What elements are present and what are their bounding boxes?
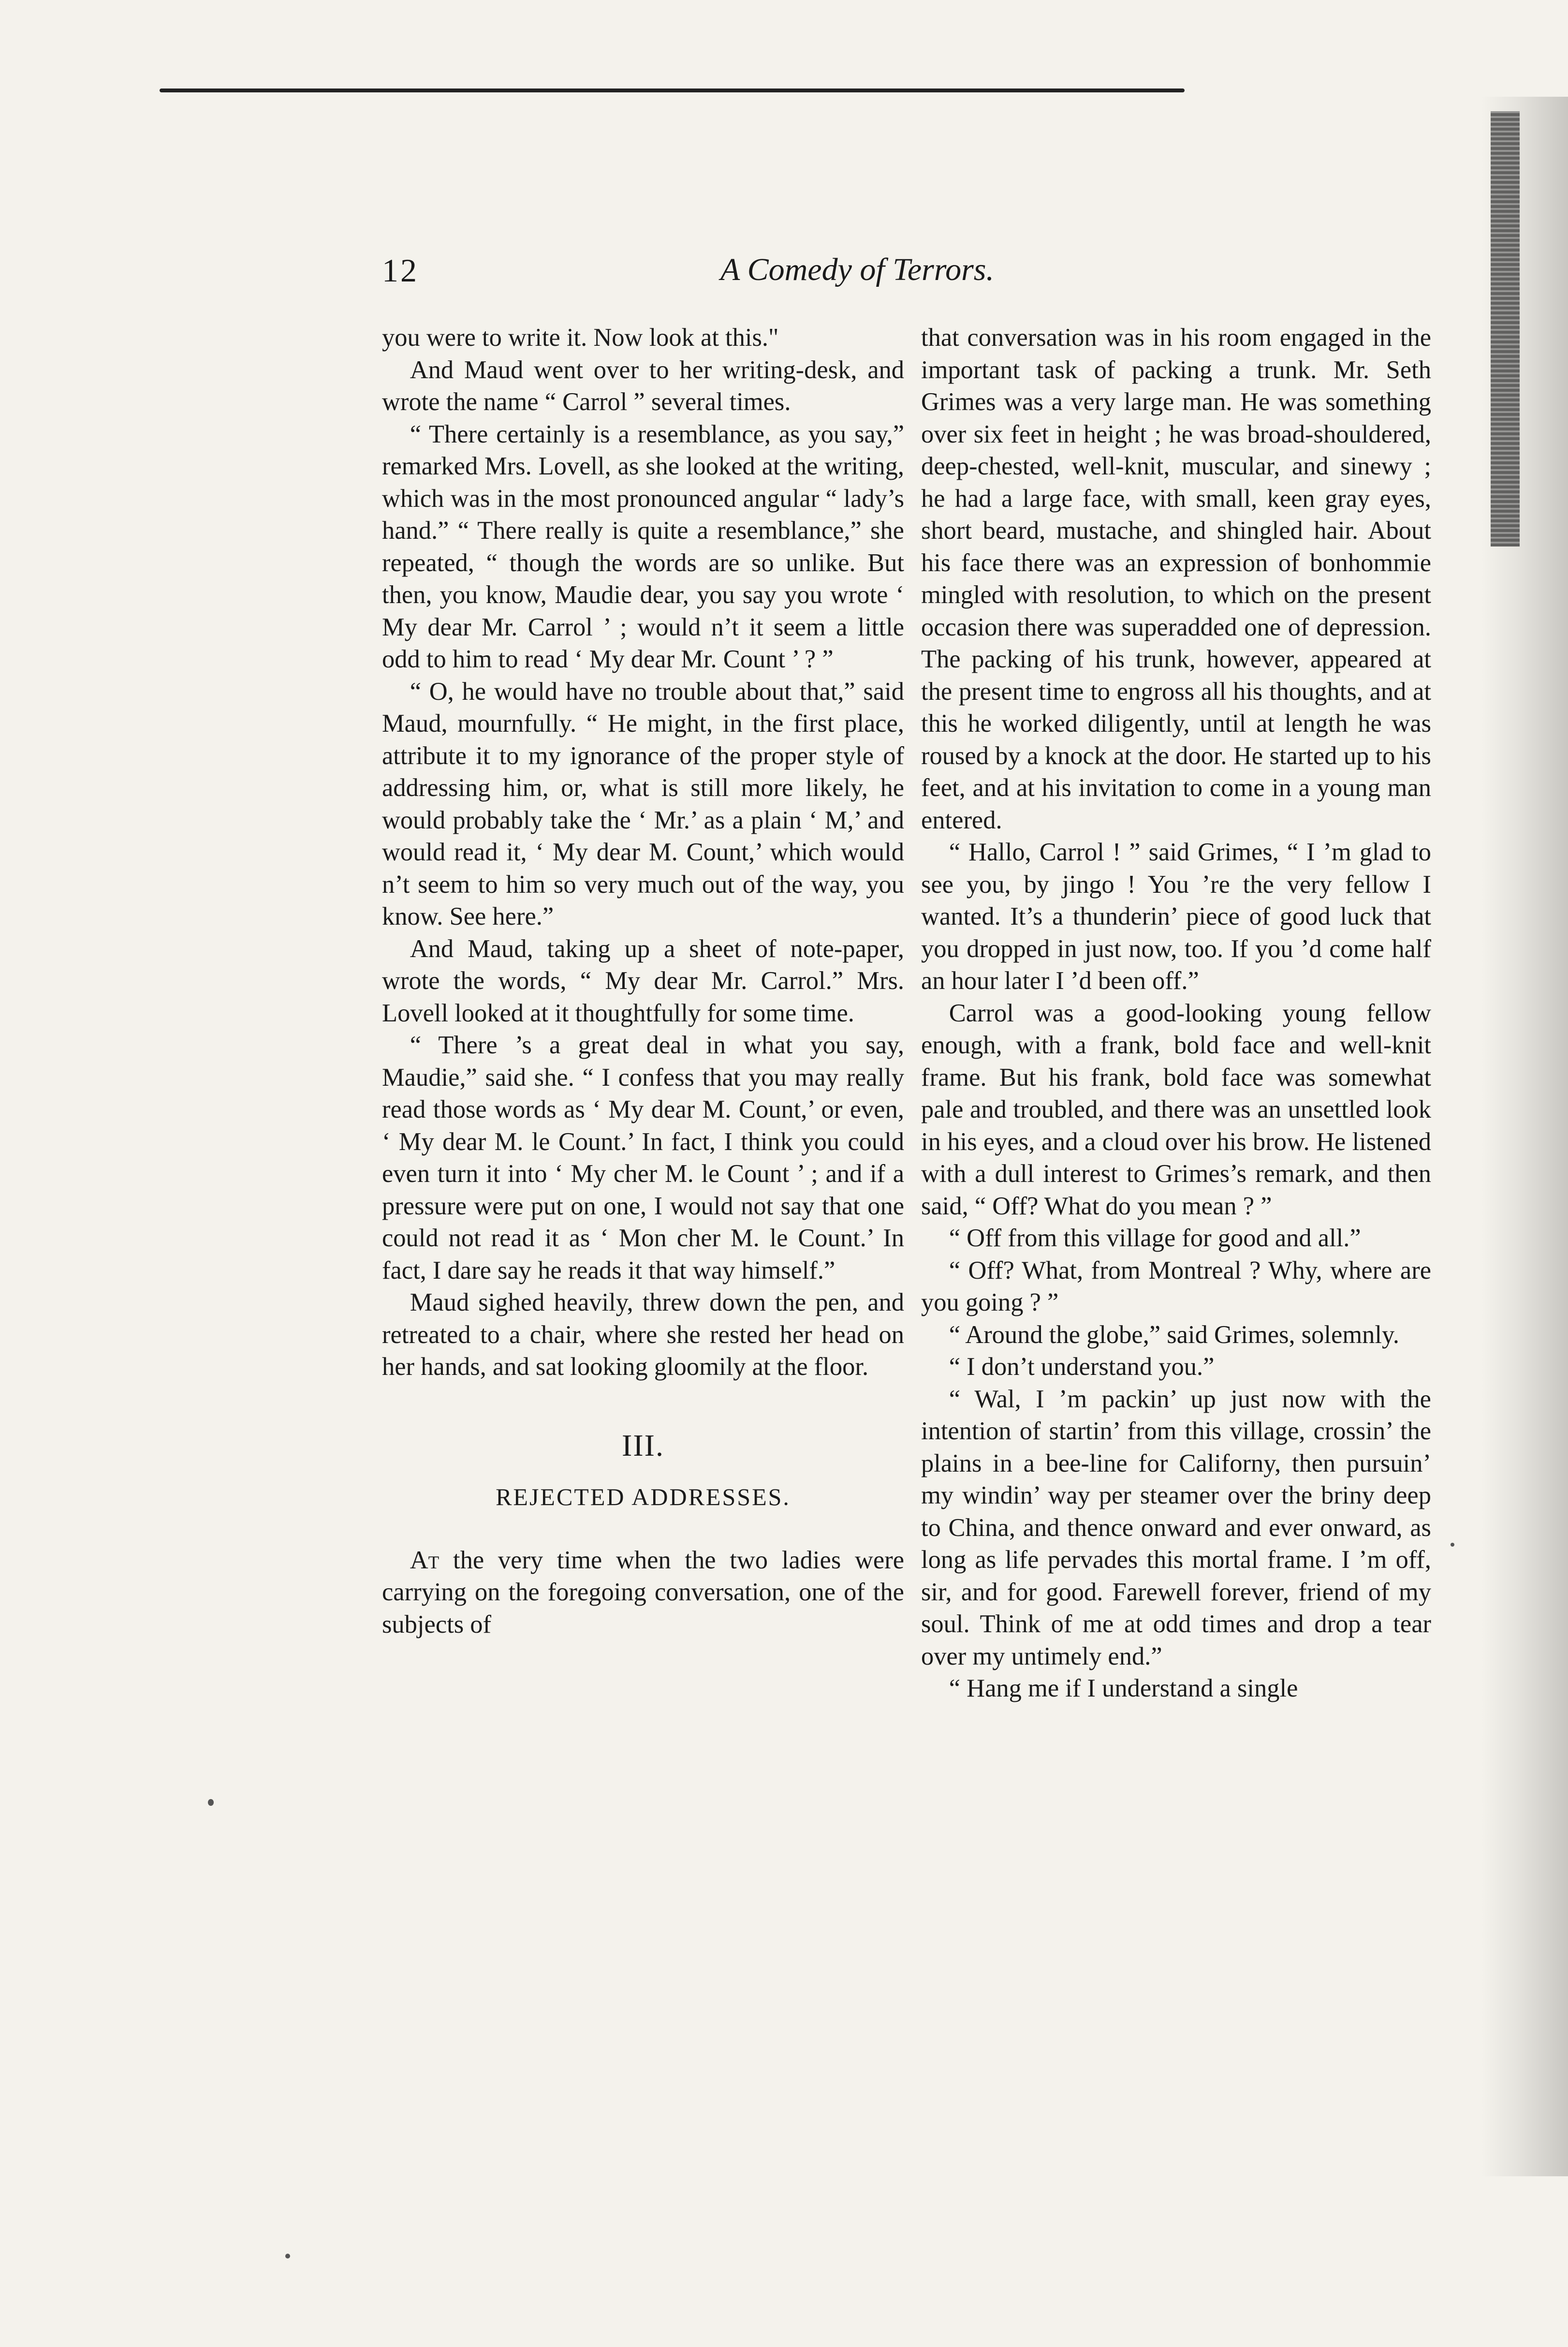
right-paragraph: “ Off? What, from Montreal ? Why, where are you going ? ” [921, 1256, 1431, 1316]
chapter-opening-text: the very time when the two ladies were carrying on the foregoing conversation, one of the subjects of [382, 1546, 904, 1638]
chapter-opening-paragraph [382, 1544, 904, 1641]
right-paragraphs [921, 322, 1431, 1705]
right-paragraph: “ Hang me if I understand a single [949, 1674, 1298, 1702]
right-paragraph: “ Wal, I ’m packin’ up just now with the intention of startin’ from this village, crossin’ the plains in a bee-line for Californy, then pursuin’ my windin’ way per steamer over the briny deep to China, and thence onward and ever onward, as long as life pervades this mortal frame. I ’m off, sir, and for good. Farewell forever, friend of my soul. Think of me at odd times and drop a tear over my untimely end.” [921, 1385, 1431, 1670]
right-paragraph: “ I don’t understand you.” [949, 1353, 1215, 1381]
right-paragraph: that conversation was in his room engaged in the important task of packing a trunk. Mr. Seth Grimes was a very large man. He was something over six feet in height ; he was broad-shouldered, deep-chested, well-knit, muscular, and sinewy ; he had a large face, with small, keen gray eyes, short beard, mustache, and shingled hair. About his face there was an expression of bonhommie mingled with resolution, to which on the present occasion there was superadded one of depression. The packing of his trunk, however, appeared at the present time to engross all his thoughts, and at this he worked diligently, until at length he was roused by a knock at the door. He started up to his feet, and at his invitation to come in a young man entered. [921, 324, 1431, 834]
page-header [382, 251, 1204, 295]
left-paragraph: “ O, he would have no trouble about that,” said Maud, mournfully. “ He might, in the first place, attribute it to my ignorance of the proper style of addressing him, or, what is still more likely, he would probably take the ‘ Mr.’ as a plain ‘ M,’ and would read it, ‘ My dear M. Count,’ which would n’t seem to him so very much out of the way, you know. See here.” [382, 677, 904, 930]
running-title: A Comedy of Terrors. [720, 252, 994, 287]
left-paragraph: you were to write it. Now look at this." [382, 324, 779, 352]
left-paragraph: “ There certainly is a resemblance, as you say,” remarked Mrs. Lovell, as she looked at the writing, which was in the most pronounced angular “ lady’s hand.” “ There really is quite a resemblance,” she repeated, “ though the words are so unlike. But then, you know, Maudie dear, you say you wrote ‘ My dear Mr. Carrol ’ ; would n’t it seem a little odd to him to read ‘ My dear Mr. Count ’ ? ” [382, 420, 904, 673]
scan-speck [285, 2254, 290, 2258]
chapter-number: III. [622, 1428, 664, 1462]
left-paragraph: Maud sighed heavily, threw down the pen, and retreated to a chair, where she rested her head on her hands, and sat looking gloomily at the floor. [382, 1288, 904, 1381]
left-column [382, 322, 904, 1640]
right-paragraph: “ Off from this village for good and all.” [949, 1224, 1361, 1252]
scan-speck [208, 1799, 214, 1806]
scan-binding-strip [1491, 111, 1520, 546]
chapter-opening-word: At [410, 1546, 440, 1574]
chapter-title: REJECTED ADDRESSES. [496, 1483, 791, 1510]
right-column [921, 322, 1431, 1705]
right-paragraph: Carrol was a good-looking young fellow enough, with a frank, bold face and well-knit frame. But his frank, bold face was somewhat pale and troubled, and there was an unsettled look in his eyes, and a cloud over his brow. He listened with a dull interest to Grimes’s remark, and then said, “ Off? What do you mean ? ” [921, 999, 1431, 1220]
left-paragraph: And Maud went over to her writing-desk, and wrote the name “ Carrol ” several times. [382, 355, 904, 416]
left-paragraphs [382, 322, 904, 1383]
right-paragraph: “ Hallo, Carrol ! ” said Grimes, “ I ’m glad to see you, by jingo ! You ’re the very fellow I wanted. It’s a thunderin’ piece of good luck that you dropped in just now, too. If you ’d come half an hour later I ’d been off.” [921, 838, 1431, 995]
left-paragraph: And Maud, taking up a sheet of note-paper, wrote the words, “ My dear Mr. Carrol.” Mrs. Lovell looked at it thoughtfully for some time. [382, 934, 904, 1027]
right-paragraph: “ Around the globe,” said Grimes, solemnly. [949, 1320, 1399, 1349]
left-paragraph: “ There ’s a great deal in what you say, Maudie,” said she. “ I confess that you may really read those words as ‘ My dear M. Count,’ or even, ‘ My dear M. le Count.’ In fact, I think you could even turn it into ‘ My cher M. le Count ’ ; and if a pressure were put on one, I would not say that one could not read it as ‘ Mon cher M. le Count.’ In fact, I dare say he reads it that way himself.” [382, 1031, 904, 1284]
page-number: 12 [382, 252, 419, 289]
top-rule [160, 89, 1185, 92]
scan-speck [1451, 1543, 1454, 1547]
